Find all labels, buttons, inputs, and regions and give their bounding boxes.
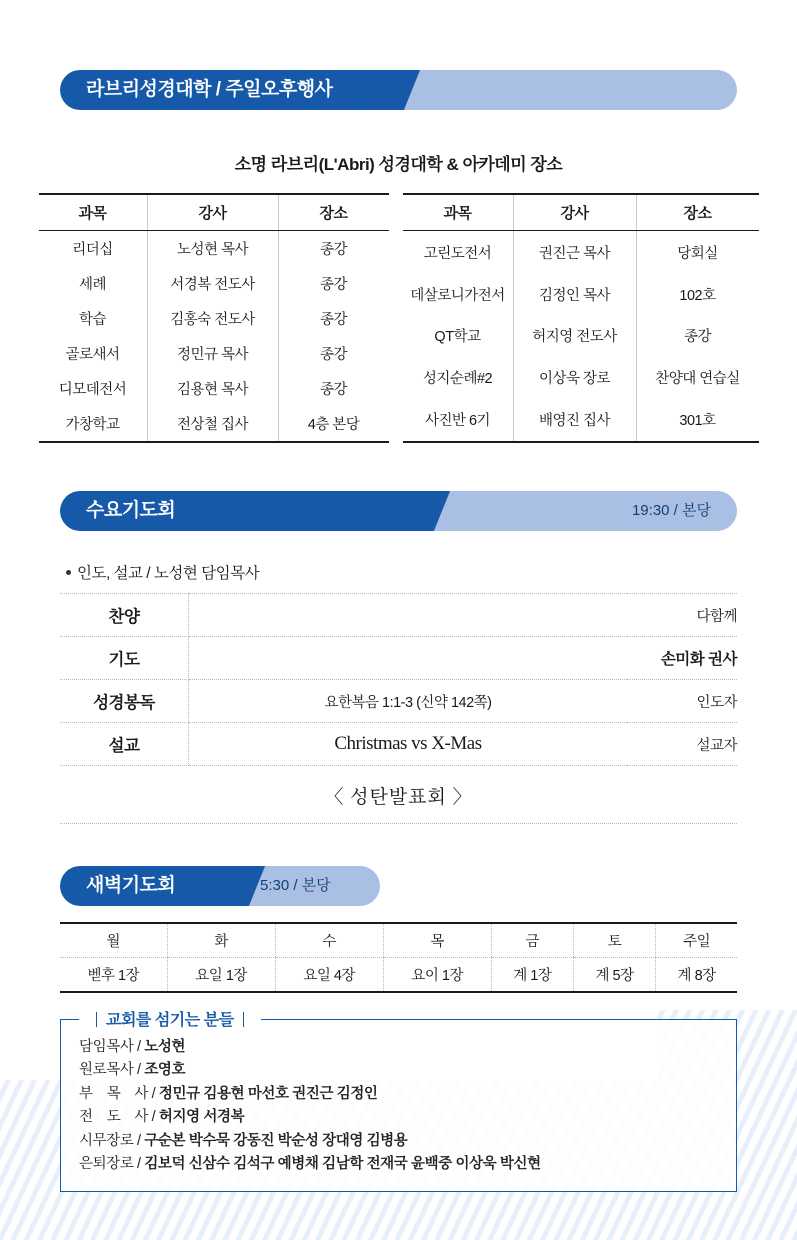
staff-row <box>79 1059 718 1082</box>
wednesday-order-table <box>60 593 737 766</box>
cell-subject: 데살로니가전서 <box>403 273 514 315</box>
staff-names: 조영호 <box>144 1062 186 1079</box>
order-category: 찬양 <box>60 594 189 637</box>
day-header: 화 <box>167 923 275 958</box>
legend-bar-right-icon <box>243 1012 244 1027</box>
labri-table-right <box>403 193 759 443</box>
order-person: 다함께 <box>627 594 737 637</box>
wednesday-header-note: 19:30 / 본당 <box>631 502 711 519</box>
reading-cell: 요일 1장 <box>167 958 275 993</box>
order-category: 설교 <box>60 723 189 766</box>
labri-section-header <box>60 70 737 110</box>
cell-subject: 학습 <box>39 301 148 336</box>
legend-bar-left-icon <box>96 1012 97 1027</box>
table-header-row <box>39 194 389 231</box>
cell-teacher: 김용현 목사 <box>147 371 278 406</box>
column-header-place: 장소 <box>278 194 389 231</box>
cell-teacher: 노성현 목사 <box>147 231 278 267</box>
dawn-table-wrap <box>60 922 737 993</box>
cell-place: 찬양대 연습실 <box>636 357 759 399</box>
cell-place: 종강 <box>278 266 389 301</box>
order-row <box>60 680 737 723</box>
order-detail <box>189 594 628 637</box>
labri-header-title: 라브리성경대학 / 주일오후행사 <box>86 79 333 100</box>
cell-subject: 고린도전서 <box>403 231 514 274</box>
dawn-prayer-table <box>60 922 737 993</box>
table-header-row <box>60 923 737 958</box>
order-category: 성경봉독 <box>60 680 189 723</box>
dawn-header-title: 새벽기도회 <box>86 875 176 896</box>
cell-place: 종강 <box>636 315 759 357</box>
order-detail: 요한복음 1:1-3 (신약 142쪽) <box>189 680 628 723</box>
table-row <box>39 231 389 267</box>
staff-legend-text: 교회를 섬기는 분들 <box>106 1012 234 1029</box>
table-row <box>39 301 389 336</box>
reading-cell: 벧후 1장 <box>60 958 167 993</box>
staff-names: 정민규 김용현 마선호 권진근 김정인 <box>158 1085 378 1102</box>
reading-cell: 계 8장 <box>656 958 737 993</box>
day-header: 금 <box>491 923 573 958</box>
staff-role: 원로목사 / <box>79 1062 141 1079</box>
reading-cell: 요이 1장 <box>383 958 491 993</box>
table-row <box>39 371 389 406</box>
cell-subject: QT학교 <box>403 315 514 357</box>
cell-place: 당회실 <box>636 231 759 274</box>
labri-table-left <box>39 193 389 443</box>
cell-place: 301호 <box>636 399 759 442</box>
order-row <box>60 594 737 637</box>
cell-place: 종강 <box>278 231 389 267</box>
day-header: 수 <box>275 923 383 958</box>
cell-place: 4층 본당 <box>278 406 389 442</box>
cell-teacher: 서경복 전도사 <box>147 266 278 301</box>
cell-place: 종강 <box>278 301 389 336</box>
cell-subject: 가창학교 <box>39 406 148 442</box>
order-detail: Christmas vs X-Mas <box>189 723 628 766</box>
staff-role: 부 목 사 / <box>79 1085 156 1102</box>
day-header: 토 <box>573 923 655 958</box>
column-header-place: 장소 <box>636 194 759 231</box>
column-header-subject: 과목 <box>403 194 514 231</box>
wednesday-body <box>60 561 737 824</box>
cell-teacher: 정민규 목사 <box>147 336 278 371</box>
order-person: 인도자 <box>627 680 737 723</box>
table-row <box>403 315 759 357</box>
day-header: 목 <box>383 923 491 958</box>
staff-names: 구순본 박수묵 강동진 박순성 장대영 김병용 <box>144 1132 408 1149</box>
bullet-dot-icon <box>66 570 71 575</box>
order-category: 기도 <box>60 637 189 680</box>
cell-teacher: 이상욱 장로 <box>513 357 636 399</box>
staff-names: 노성현 <box>144 1039 186 1055</box>
table-row <box>403 231 759 274</box>
staff-role: 전 도 사 / <box>79 1109 156 1126</box>
staff-names: 허지영 서경복 <box>158 1109 245 1126</box>
cell-place: 종강 <box>278 336 389 371</box>
table-header-row <box>403 194 759 231</box>
order-person: 손미화 권사 <box>627 637 737 680</box>
day-header: 월 <box>60 923 167 958</box>
dawn-header-badge: 5:30 / 본당 <box>260 877 331 894</box>
cell-subject: 사진반 6기 <box>403 399 514 442</box>
cell-teacher: 전상철 집사 <box>147 406 278 442</box>
table-row <box>60 958 737 993</box>
reading-cell: 계 5장 <box>573 958 655 993</box>
staff-row <box>79 1153 718 1176</box>
column-header-teacher: 강사 <box>513 194 636 231</box>
cell-place: 102호 <box>636 273 759 315</box>
staff-row <box>79 1106 718 1129</box>
wednesday-section-header <box>60 491 737 531</box>
order-row <box>60 723 737 766</box>
wednesday-header-title: 수요기도회 <box>86 500 176 521</box>
column-header-subject: 과목 <box>39 194 148 231</box>
cell-subject: 성지순례#2 <box>403 357 514 399</box>
order-person: 설교자 <box>627 723 737 766</box>
dawn-section-header <box>60 866 737 906</box>
reading-cell: 요일 4장 <box>275 958 383 993</box>
staff-row <box>79 1083 718 1106</box>
wednesday-special-event: 〈 성탄발표회 〉 <box>60 766 737 824</box>
table-row <box>403 273 759 315</box>
cell-subject: 리더십 <box>39 231 148 267</box>
staff-row <box>79 1130 718 1153</box>
order-detail <box>189 637 628 680</box>
staff-box <box>60 1012 737 1192</box>
staff-role: 담임목사 / <box>79 1039 141 1055</box>
cell-teacher: 김정인 목사 <box>513 273 636 315</box>
day-header: 주일 <box>656 923 737 958</box>
table-row <box>403 357 759 399</box>
staff-names: 김보덕 신삼수 김석구 예병채 김남학 전재국 윤백중 이상욱 박신현 <box>144 1156 541 1173</box>
cell-teacher: 배영진 집사 <box>513 399 636 442</box>
cell-teacher: 김홍숙 전도사 <box>147 301 278 336</box>
staff-role: 은퇴장로 / <box>79 1156 141 1173</box>
cell-subject: 세례 <box>39 266 148 301</box>
column-header-teacher: 강사 <box>147 194 278 231</box>
table-row <box>39 406 389 442</box>
cell-teacher: 허지영 전도사 <box>513 315 636 357</box>
table-row <box>39 266 389 301</box>
staff-role: 시무장로 / <box>79 1132 141 1149</box>
wednesday-lead-line <box>66 561 737 583</box>
labri-tables-container <box>0 193 797 443</box>
table-row <box>403 399 759 442</box>
cell-subject: 골로새서 <box>39 336 148 371</box>
cell-subject: 디모데전서 <box>39 371 148 406</box>
cell-teacher: 권진근 목사 <box>513 231 636 274</box>
staff-legend <box>79 1007 261 1030</box>
table-row <box>39 336 389 371</box>
wednesday-lead-text: 인도, 설교 / 노성현 담임목사 <box>77 565 260 582</box>
reading-cell: 계 1장 <box>491 958 573 993</box>
staff-row <box>79 1036 718 1059</box>
cell-place: 종강 <box>278 371 389 406</box>
order-row <box>60 637 737 680</box>
labri-subtitle: 소명 라브리(L'Abri) 성경대학 & 아카데미 장소 <box>234 155 563 174</box>
